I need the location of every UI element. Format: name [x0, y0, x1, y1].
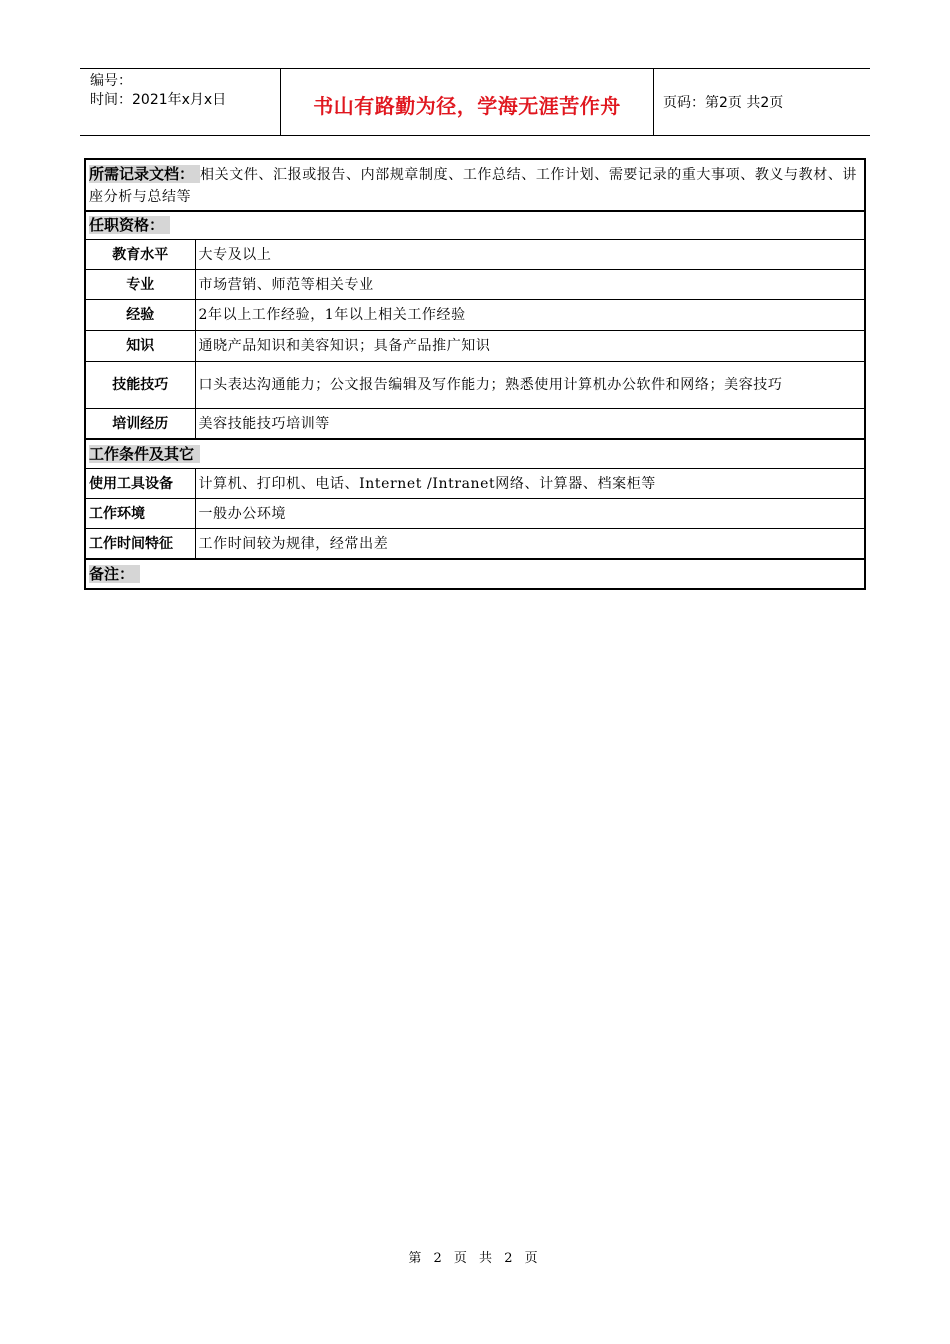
doc-code-label: 编号： — [90, 73, 132, 89]
header-page-info: 页码：第2页 共2页 — [663, 95, 784, 111]
qualification-row — [85, 270, 865, 300]
condition-value: 工作时间较为规律，经常出差 — [195, 529, 865, 560]
qualification-label: 培训经历 — [85, 409, 195, 440]
qualification-label: 技能技巧 — [85, 362, 195, 409]
records-value: 相关文件、汇报或报告、内部规章制度、工作总结、工作计划、需要记录的重大事项、教义与教材、讲座分析与总结等 — [89, 167, 858, 205]
page-footer: 第 2 页 共 2 页 — [408, 1251, 542, 1266]
qualifications-header-row — [85, 211, 865, 240]
qualification-label: 教育水平 — [85, 240, 195, 270]
remarks-label: 备注： — [89, 565, 140, 583]
qualification-row — [85, 240, 865, 270]
remarks-row — [85, 559, 865, 589]
header-motto: 书山有路勤为径，学海无涯苦作舟 — [281, 69, 654, 135]
qualification-value: 美容技能技巧培训等 — [195, 409, 865, 440]
page-header — [80, 68, 870, 136]
qualifications-title: 任职资格： — [89, 216, 170, 234]
qualification-label: 专业 — [85, 270, 195, 300]
records-label: 所需记录文档： — [89, 165, 200, 183]
qualification-row — [85, 362, 865, 409]
header-meta — [80, 69, 281, 135]
conditions-title: 工作条件及其它 — [89, 445, 200, 463]
qualification-value: 市场营销、师范等相关专业 — [195, 270, 865, 300]
qualification-row — [85, 331, 865, 362]
condition-row — [85, 529, 865, 560]
qualification-row — [85, 300, 865, 331]
condition-label: 使用工具设备 — [85, 469, 195, 499]
condition-value: 计算机、打印机、电话、Internet /Intranet网络、计算器、档案柜等 — [195, 469, 865, 499]
condition-row — [85, 469, 865, 499]
qualification-value: 口头表达沟通能力；公文报告编辑及写作能力；熟悉使用计算机办公软件和网络；美容技巧 — [195, 362, 865, 409]
qualification-label: 知识 — [85, 331, 195, 362]
qualification-value: 通晓产品知识和美容知识；具备产品推广知识 — [195, 331, 865, 362]
condition-value: 一般办公环境 — [195, 499, 865, 529]
qualification-label: 经验 — [85, 300, 195, 331]
condition-label: 工作环境 — [85, 499, 195, 529]
condition-row — [85, 499, 865, 529]
condition-label: 工作时间特征 — [85, 529, 195, 560]
qualification-row — [85, 409, 865, 440]
qualification-value: 2年以上工作经验，1年以上相关工作经验 — [195, 300, 865, 331]
job-description-table — [84, 158, 866, 590]
conditions-header-row — [85, 439, 865, 469]
doc-time-label: 时间：2021年x月x日 — [90, 92, 227, 108]
qualification-value: 大专及以上 — [195, 240, 865, 270]
records-row — [85, 159, 865, 211]
